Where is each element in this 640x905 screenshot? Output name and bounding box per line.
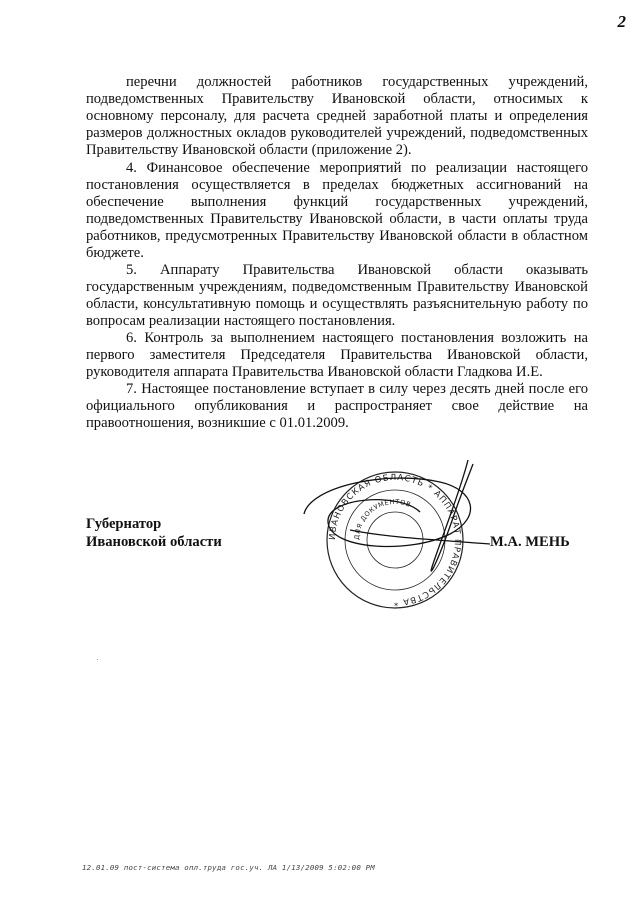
signatory-title	[86, 515, 222, 551]
paragraph-5: 5. Аппарату Правительства Ивановской области оказывать государственным учреждениям, подведомственным Правительству Ивановской области, консультативную помощь и осуществлять разъяснительную работу по вопросам реализации настоящего постановления.	[86, 262, 588, 329]
official-seal-with-signature	[290, 452, 490, 622]
page-number: 2	[617, 12, 626, 31]
signatory-title-line1: Губернатор	[86, 516, 162, 532]
signatory-title-line2: Ивановской области	[86, 534, 222, 550]
seal-inner-text: ДЛЯ ДОКУМЕНТОВ	[352, 497, 413, 541]
scan-speck	[97, 659, 98, 660]
paragraph-4: 4. Финансовое обеспечение мероприятий по реализации настоящего постановления осуществляется в пределах бюджетных ассигнований на обеспечение выполнения функций государственных учреждений, подведомственных Правительству Ивановской области, в части оплаты труда работников, предусмотренных Правительству Ивановской области в областном бюджете.	[86, 160, 588, 261]
file-footer: 12.01.09 пост-система опл.труда гос.уч. ЛА 1/13/2009 5:02:00 PM	[82, 863, 375, 872]
svg-text:ДЛЯ ДОКУМЕНТОВ	[353, 498, 412, 540]
paragraph-6: 6. Контроль за выполнением настоящего постановления возложить на первого заместителя Председателя Правительства Ивановской области, руководителя аппарата Правительства Ивановской области Гладкова И.Е.	[86, 330, 588, 380]
seal-outer-text: ИВАНОВСКАЯ ОБЛАСТЬ * АППАРАТ ПРАВИТЕЛЬСТВА *	[327, 472, 463, 608]
document-body	[86, 74, 588, 432]
signatory-name: М.А. МЕНЬ	[490, 534, 570, 550]
paragraph-intro: перечни должностей работников государственных учреждений, подведомственных Правительству Ивановской области, относимых к основному персоналу, для расчета средней заработной платы и определения размеров должностных окладов руководителей учреждений, подведомственных Правительству Ивановской области (приложение 2).	[86, 74, 588, 158]
paragraph-7: 7. Настоящее постановление вступает в силу через десять дней после его официального опубликования и распространяет свое действие на правоотношения, возникшие с 01.01.2009.	[86, 381, 588, 431]
